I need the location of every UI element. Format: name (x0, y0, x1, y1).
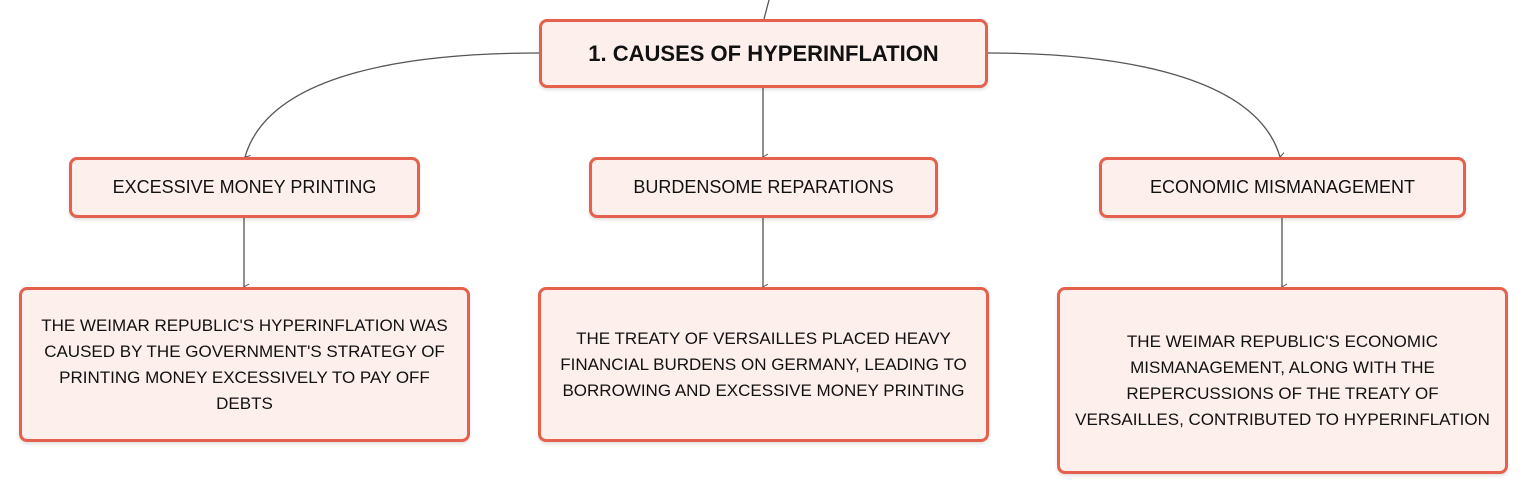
branch-node-burdensome-reparations[interactable] (589, 157, 938, 218)
detail-node-text: THE WEIMAR REPUBLIC'S ECONOMIC MISMANAGEMENT, ALONG WITH THE REPERCUSSIONS OF THE TREATY OF VERSAILLES, CONTRIBUTED TO HYPERINFLATION (1075, 331, 1490, 429)
branch-node-excessive-money-printing[interactable] (69, 157, 420, 218)
detail-node-reparations[interactable] (538, 287, 989, 442)
detail-node-text: THE WEIMAR REPUBLIC'S HYPERINFLATION WAS CAUSED BY THE GOVERNMENT'S STRATEGY OF PRINTING MONEY EXCESSIVELY TO PAY OFF DEBTS (41, 315, 448, 413)
incoming-connector (764, 0, 769, 19)
detail-node-text: THE TREATY OF VERSAILLES PLACED HEAVY FINANCIAL BURDENS ON GERMANY, LEADING TO BORROWING AND EXCESSIVE MONEY PRINTING (560, 328, 967, 400)
branch-node-label: ECONOMIC MISMANAGEMENT (1149, 177, 1415, 197)
branch-node-label: BURDENSOME REPARATIONS (633, 177, 894, 197)
connector-root-to-branch-1 (245, 53, 539, 157)
detail-node-mismanagement[interactable] (1057, 287, 1508, 474)
root-node-label: 1. CAUSES OF HYPERINFLATION (588, 40, 939, 66)
connector-root-to-branch-3 (988, 53, 1280, 157)
branch-node-label: EXCESSIVE MONEY PRINTING (112, 177, 377, 197)
detail-node-money-printing[interactable] (19, 287, 470, 442)
branch-node-economic-mismanagement[interactable] (1099, 157, 1466, 218)
root-node[interactable] (539, 19, 988, 88)
